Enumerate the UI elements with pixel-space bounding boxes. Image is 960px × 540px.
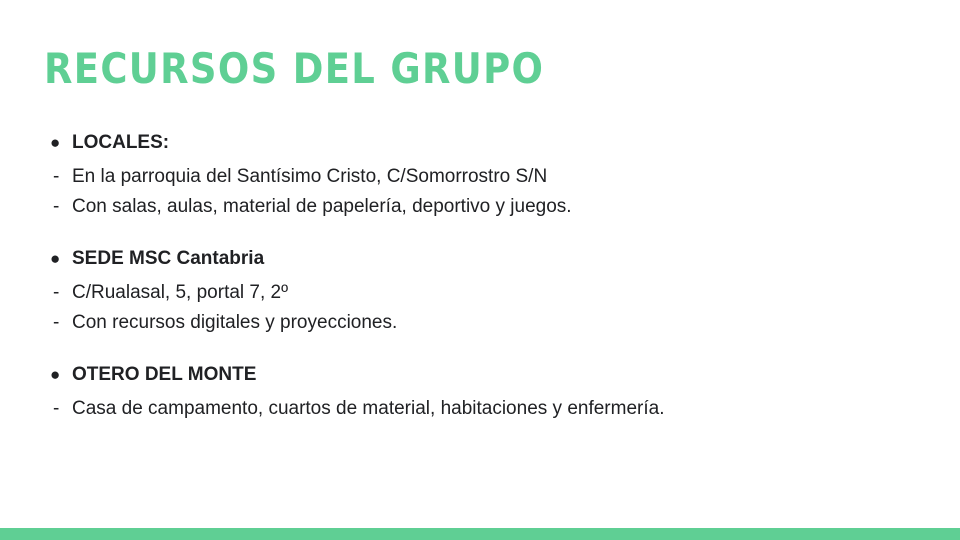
block-item-text: En la parroquia del Santísimo Cristo, C/Somorrostro S/N — [72, 166, 548, 187]
list-item — [44, 128, 924, 158]
list-item — [44, 278, 924, 308]
dash-icon: - — [53, 282, 60, 303]
block-heading: LOCALES: — [72, 132, 170, 153]
list-item — [44, 192, 924, 222]
footer-accent-bar — [0, 528, 960, 540]
slide-content — [44, 128, 924, 424]
block-item-text: C/Rualasal, 5, portal 7, 2º — [72, 282, 289, 303]
dash-icon: - — [53, 166, 60, 187]
dash-icon: - — [53, 312, 60, 333]
block-item-text: Casa de campamento, cuartos de material, habitaciones y enfermería. — [72, 398, 665, 419]
block-item-text: Con recursos digitales y proyecciones. — [72, 312, 398, 333]
list-item — [44, 394, 924, 424]
content-block — [44, 244, 924, 338]
content-block — [44, 360, 924, 424]
list-item — [44, 244, 924, 274]
list-item — [44, 360, 924, 390]
page-title: RECURSOS DEL GRUPO — [44, 44, 545, 93]
bullet-dot-icon: ● — [50, 249, 61, 268]
list-item — [44, 308, 924, 338]
content-block — [44, 128, 924, 222]
block-heading: SEDE MSC Cantabria — [72, 248, 265, 269]
bullet-dot-icon: ● — [50, 365, 61, 384]
block-heading: OTERO DEL MONTE — [72, 364, 257, 385]
block-item-text: Con salas, aulas, material de papelería, deportivo y juegos. — [72, 196, 572, 217]
bullet-dot-icon: ● — [50, 133, 61, 152]
dash-icon: - — [53, 196, 60, 217]
list-item — [44, 162, 924, 192]
dash-icon: - — [53, 398, 60, 419]
